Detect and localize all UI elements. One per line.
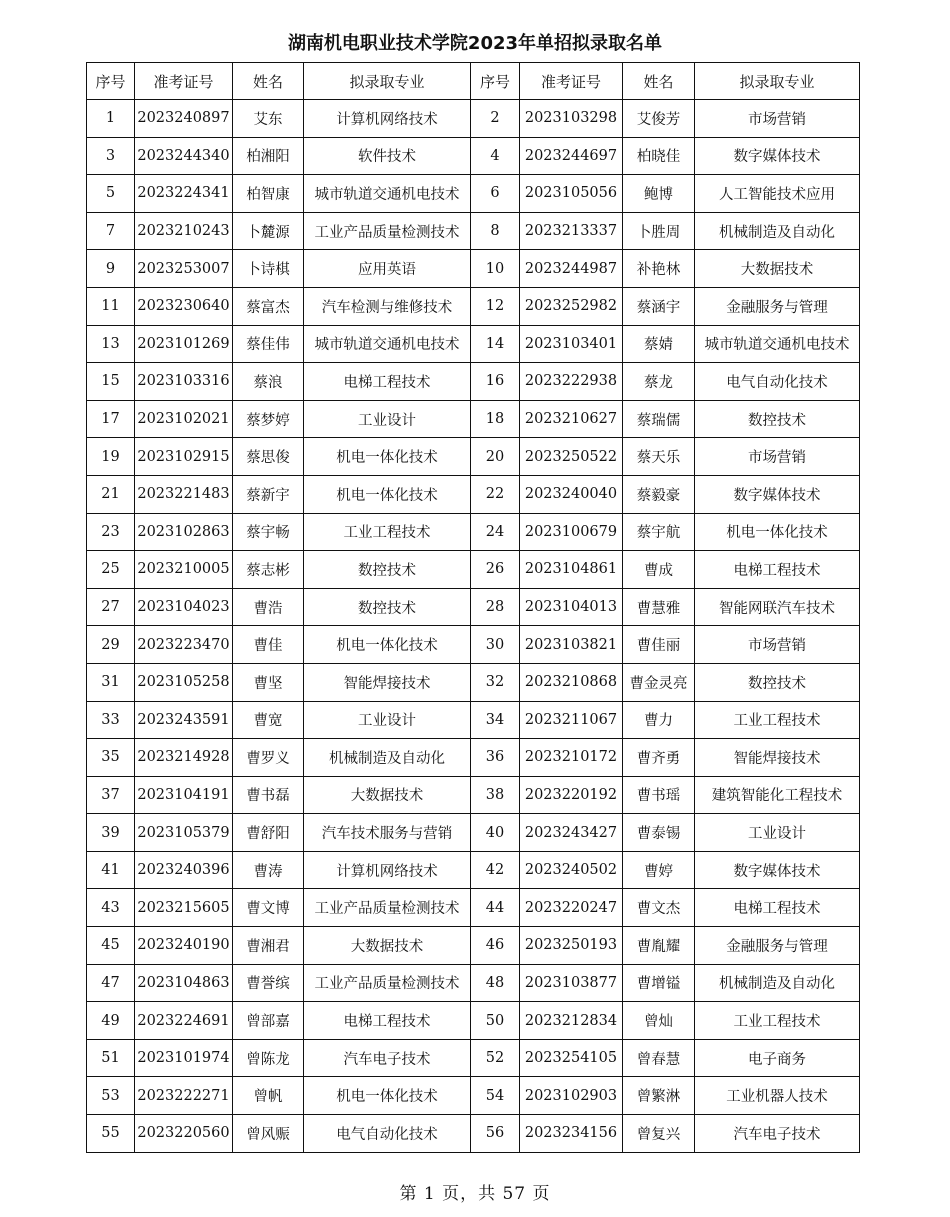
seq-cell: 55 xyxy=(87,1115,135,1153)
seq-cell: 44 xyxy=(471,889,520,927)
name-cell: 柏智康 xyxy=(233,175,304,213)
seq-cell: 21 xyxy=(87,475,135,513)
name-cell: 曾复兴 xyxy=(623,1115,695,1153)
name-cell: 蔡富杰 xyxy=(233,287,304,325)
seq-cell: 12 xyxy=(471,287,520,325)
ticket-cell: 2023244987 xyxy=(520,250,623,288)
major-cell: 智能网联汽车技术 xyxy=(695,588,860,626)
major-cell: 金融服务与管理 xyxy=(695,927,860,965)
seq-cell: 54 xyxy=(471,1077,520,1115)
table-row xyxy=(87,663,860,701)
major-cell: 计算机网络技术 xyxy=(304,851,471,889)
table-row xyxy=(87,438,860,476)
name-cell: 曾春慧 xyxy=(623,1039,695,1077)
seq-cell: 37 xyxy=(87,776,135,814)
table-row xyxy=(87,1077,860,1115)
name-cell: 曹佳丽 xyxy=(623,626,695,664)
name-cell: 曾陈龙 xyxy=(233,1039,304,1077)
column-major-header: 拟录取专业 xyxy=(695,63,860,100)
seq-cell: 38 xyxy=(471,776,520,814)
ticket-cell: 2023215605 xyxy=(135,889,233,927)
table-row xyxy=(87,927,860,965)
seq-cell: 45 xyxy=(87,927,135,965)
major-cell: 建筑智能化工程技术 xyxy=(695,776,860,814)
name-cell: 曹婷 xyxy=(623,851,695,889)
ticket-cell: 2023104023 xyxy=(135,588,233,626)
major-cell: 机电一体化技术 xyxy=(695,513,860,551)
major-cell: 数字媒体技术 xyxy=(695,137,860,175)
table-row xyxy=(87,513,860,551)
table-row xyxy=(87,626,860,664)
column-ticket-header: 准考证号 xyxy=(135,63,233,100)
ticket-cell: 2023210627 xyxy=(520,400,623,438)
column-name-header: 姓名 xyxy=(623,63,695,100)
ticket-cell: 2023254105 xyxy=(520,1039,623,1077)
ticket-cell: 2023244340 xyxy=(135,137,233,175)
seq-cell: 56 xyxy=(471,1115,520,1153)
major-cell: 工业工程技术 xyxy=(695,701,860,739)
name-cell: 曹罗义 xyxy=(233,739,304,777)
name-cell: 蔡思俊 xyxy=(233,438,304,476)
name-cell: 蔡志彬 xyxy=(233,551,304,589)
major-cell: 电气自动化技术 xyxy=(304,1115,471,1153)
name-cell: 曹成 xyxy=(623,551,695,589)
ticket-cell: 2023224691 xyxy=(135,1002,233,1040)
major-cell: 汽车检测与维修技术 xyxy=(304,287,471,325)
ticket-cell: 2023104863 xyxy=(135,964,233,1002)
seq-cell: 19 xyxy=(87,438,135,476)
major-cell: 汽车电子技术 xyxy=(304,1039,471,1077)
name-cell: 曹文博 xyxy=(233,889,304,927)
seq-cell: 6 xyxy=(471,175,520,213)
ticket-cell: 2023103821 xyxy=(520,626,623,664)
table-row xyxy=(87,287,860,325)
major-cell: 电气自动化技术 xyxy=(695,363,860,401)
seq-cell: 53 xyxy=(87,1077,135,1115)
major-cell: 电梯工程技术 xyxy=(695,551,860,589)
seq-cell: 3 xyxy=(87,137,135,175)
seq-cell: 35 xyxy=(87,739,135,777)
seq-cell: 22 xyxy=(471,475,520,513)
ticket-cell: 2023220560 xyxy=(135,1115,233,1153)
ticket-cell: 2023243591 xyxy=(135,701,233,739)
name-cell: 柏晓佳 xyxy=(623,137,695,175)
major-cell: 城市轨道交通机电技术 xyxy=(304,325,471,363)
seq-cell: 47 xyxy=(87,964,135,1002)
seq-cell: 10 xyxy=(471,250,520,288)
seq-cell: 39 xyxy=(87,814,135,852)
name-cell: 曹慧雅 xyxy=(623,588,695,626)
name-cell: 艾东 xyxy=(233,100,304,138)
ticket-cell: 2023210868 xyxy=(520,663,623,701)
major-cell: 城市轨道交通机电技术 xyxy=(304,175,471,213)
seq-cell: 13 xyxy=(87,325,135,363)
major-cell: 数控技术 xyxy=(695,663,860,701)
name-cell: 曹齐勇 xyxy=(623,739,695,777)
major-cell: 机械制造及自动化 xyxy=(695,964,860,1002)
major-cell: 数控技术 xyxy=(304,551,471,589)
ticket-cell: 2023252982 xyxy=(520,287,623,325)
table-row xyxy=(87,776,860,814)
major-cell: 机电一体化技术 xyxy=(304,438,471,476)
table-header-row xyxy=(87,63,860,100)
seq-cell: 14 xyxy=(471,325,520,363)
seq-cell: 46 xyxy=(471,927,520,965)
ticket-cell: 2023250522 xyxy=(520,438,623,476)
name-cell: 鲍博 xyxy=(623,175,695,213)
name-cell: 蔡浪 xyxy=(233,363,304,401)
ticket-cell: 2023105056 xyxy=(520,175,623,213)
major-cell: 工业产品质量检测技术 xyxy=(304,212,471,250)
table-row xyxy=(87,701,860,739)
seq-cell: 32 xyxy=(471,663,520,701)
column-seq-header: 序号 xyxy=(471,63,520,100)
major-cell: 数控技术 xyxy=(304,588,471,626)
table-row xyxy=(87,1039,860,1077)
name-cell: 蔡涵宇 xyxy=(623,287,695,325)
seq-cell: 41 xyxy=(87,851,135,889)
seq-cell: 8 xyxy=(471,212,520,250)
seq-cell: 40 xyxy=(471,814,520,852)
name-cell: 曹涛 xyxy=(233,851,304,889)
table-row xyxy=(87,175,860,213)
seq-cell: 16 xyxy=(471,363,520,401)
ticket-cell: 2023103877 xyxy=(520,964,623,1002)
page-footer: 第 1 页，共 57 页 xyxy=(399,1184,551,1204)
name-cell: 曹泰锡 xyxy=(623,814,695,852)
name-cell: 蔡瑞儒 xyxy=(623,400,695,438)
ticket-cell: 2023221483 xyxy=(135,475,233,513)
ticket-cell: 2023105379 xyxy=(135,814,233,852)
major-cell: 工业设计 xyxy=(304,400,471,438)
name-cell: 曾繁淋 xyxy=(623,1077,695,1115)
name-cell: 柏湘阳 xyxy=(233,137,304,175)
name-cell: 蔡天乐 xyxy=(623,438,695,476)
name-cell: 曹书瑶 xyxy=(623,776,695,814)
ticket-cell: 2023224341 xyxy=(135,175,233,213)
name-cell: 曹坚 xyxy=(233,663,304,701)
major-cell: 软件技术 xyxy=(304,137,471,175)
seq-cell: 51 xyxy=(87,1039,135,1077)
major-cell: 数字媒体技术 xyxy=(695,851,860,889)
ticket-cell: 2023102915 xyxy=(135,438,233,476)
ticket-cell: 2023240040 xyxy=(520,475,623,513)
name-cell: 蔡毅豪 xyxy=(623,475,695,513)
ticket-cell: 2023100679 xyxy=(520,513,623,551)
ticket-cell: 2023240396 xyxy=(135,851,233,889)
seq-cell: 49 xyxy=(87,1002,135,1040)
name-cell: 曹誉缤 xyxy=(233,964,304,1002)
table-row xyxy=(87,100,860,138)
ticket-cell: 2023223470 xyxy=(135,626,233,664)
ticket-cell: 2023222271 xyxy=(135,1077,233,1115)
name-cell: 曹佳 xyxy=(233,626,304,664)
seq-cell: 23 xyxy=(87,513,135,551)
major-cell: 电子商务 xyxy=(695,1039,860,1077)
seq-cell: 30 xyxy=(471,626,520,664)
major-cell: 工业工程技术 xyxy=(695,1002,860,1040)
table-row xyxy=(87,400,860,438)
name-cell: 曹书磊 xyxy=(233,776,304,814)
seq-cell: 34 xyxy=(471,701,520,739)
seq-cell: 48 xyxy=(471,964,520,1002)
name-cell: 补艳林 xyxy=(623,250,695,288)
major-cell: 数字媒体技术 xyxy=(695,475,860,513)
major-cell: 计算机网络技术 xyxy=(304,100,471,138)
name-cell: 曹浩 xyxy=(233,588,304,626)
seq-cell: 43 xyxy=(87,889,135,927)
ticket-cell: 2023220247 xyxy=(520,889,623,927)
major-cell: 电梯工程技术 xyxy=(304,363,471,401)
major-cell: 汽车电子技术 xyxy=(695,1115,860,1153)
major-cell: 工业产品质量检测技术 xyxy=(304,964,471,1002)
seq-cell: 26 xyxy=(471,551,520,589)
seq-cell: 33 xyxy=(87,701,135,739)
name-cell: 艾俊芳 xyxy=(623,100,695,138)
ticket-cell: 2023240502 xyxy=(520,851,623,889)
major-cell: 工业产品质量检测技术 xyxy=(304,889,471,927)
major-cell: 市场营销 xyxy=(695,438,860,476)
name-cell: 卜诗棋 xyxy=(233,250,304,288)
name-cell: 曾风赈 xyxy=(233,1115,304,1153)
name-cell: 卜麓源 xyxy=(233,212,304,250)
ticket-cell: 2023104861 xyxy=(520,551,623,589)
ticket-cell: 2023210172 xyxy=(520,739,623,777)
name-cell: 蔡宇航 xyxy=(623,513,695,551)
major-cell: 电梯工程技术 xyxy=(695,889,860,927)
ticket-cell: 2023253007 xyxy=(135,250,233,288)
ticket-cell: 2023104191 xyxy=(135,776,233,814)
ticket-cell: 2023105258 xyxy=(135,663,233,701)
ticket-cell: 2023212834 xyxy=(520,1002,623,1040)
name-cell: 曹湘君 xyxy=(233,927,304,965)
name-cell: 卜胜周 xyxy=(623,212,695,250)
column-ticket-header: 准考证号 xyxy=(520,63,623,100)
seq-cell: 29 xyxy=(87,626,135,664)
ticket-cell: 2023101974 xyxy=(135,1039,233,1077)
table-row xyxy=(87,851,860,889)
ticket-cell: 2023243427 xyxy=(520,814,623,852)
ticket-cell: 2023210243 xyxy=(135,212,233,250)
major-cell: 智能焊接技术 xyxy=(695,739,860,777)
name-cell: 曹文杰 xyxy=(623,889,695,927)
seq-cell: 7 xyxy=(87,212,135,250)
name-cell: 曹舒阳 xyxy=(233,814,304,852)
table-row xyxy=(87,739,860,777)
table-row xyxy=(87,212,860,250)
seq-cell: 28 xyxy=(471,588,520,626)
major-cell: 工业设计 xyxy=(304,701,471,739)
seq-cell: 15 xyxy=(87,363,135,401)
seq-cell: 31 xyxy=(87,663,135,701)
ticket-cell: 2023213337 xyxy=(520,212,623,250)
table-row xyxy=(87,1115,860,1153)
major-cell: 应用英语 xyxy=(304,250,471,288)
ticket-cell: 2023240190 xyxy=(135,927,233,965)
name-cell: 曹增镒 xyxy=(623,964,695,1002)
name-cell: 曾灿 xyxy=(623,1002,695,1040)
major-cell: 大数据技术 xyxy=(695,250,860,288)
major-cell: 智能焊接技术 xyxy=(304,663,471,701)
ticket-cell: 2023210005 xyxy=(135,551,233,589)
major-cell: 金融服务与管理 xyxy=(695,287,860,325)
name-cell: 蔡新宇 xyxy=(233,475,304,513)
ticket-cell: 2023102903 xyxy=(520,1077,623,1115)
ticket-cell: 2023102863 xyxy=(135,513,233,551)
page-title: 湖南机电职业技术学院2023年单招拟录取名单 xyxy=(287,33,663,54)
ticket-cell: 2023103298 xyxy=(520,100,623,138)
seq-cell: 20 xyxy=(471,438,520,476)
table-row xyxy=(87,475,860,513)
major-cell: 汽车技术服务与营销 xyxy=(304,814,471,852)
seq-cell: 36 xyxy=(471,739,520,777)
seq-cell: 18 xyxy=(471,400,520,438)
column-major-header: 拟录取专业 xyxy=(304,63,471,100)
ticket-cell: 2023240897 xyxy=(135,100,233,138)
table-row xyxy=(87,588,860,626)
ticket-cell: 2023211067 xyxy=(520,701,623,739)
major-cell: 城市轨道交通机电技术 xyxy=(695,325,860,363)
ticket-cell: 2023220192 xyxy=(520,776,623,814)
table-row xyxy=(87,889,860,927)
seq-cell: 52 xyxy=(471,1039,520,1077)
major-cell: 数控技术 xyxy=(695,400,860,438)
major-cell: 机电一体化技术 xyxy=(304,475,471,513)
table-row xyxy=(87,363,860,401)
name-cell: 曹金灵亮 xyxy=(623,663,695,701)
seq-cell: 25 xyxy=(87,551,135,589)
table-row xyxy=(87,137,860,175)
ticket-cell: 2023104013 xyxy=(520,588,623,626)
seq-cell: 11 xyxy=(87,287,135,325)
name-cell: 曾帆 xyxy=(233,1077,304,1115)
name-cell: 曾部嘉 xyxy=(233,1002,304,1040)
major-cell: 机械制造及自动化 xyxy=(304,739,471,777)
ticket-cell: 2023250193 xyxy=(520,927,623,965)
table-row xyxy=(87,964,860,1002)
major-cell: 机械制造及自动化 xyxy=(695,212,860,250)
seq-cell: 5 xyxy=(87,175,135,213)
major-cell: 机电一体化技术 xyxy=(304,1077,471,1115)
seq-cell: 17 xyxy=(87,400,135,438)
major-cell: 工业设计 xyxy=(695,814,860,852)
major-cell: 市场营销 xyxy=(695,626,860,664)
seq-cell: 4 xyxy=(471,137,520,175)
name-cell: 蔡佳伟 xyxy=(233,325,304,363)
ticket-cell: 2023230640 xyxy=(135,287,233,325)
major-cell: 工业工程技术 xyxy=(304,513,471,551)
major-cell: 机电一体化技术 xyxy=(304,626,471,664)
table-row xyxy=(87,250,860,288)
name-cell: 蔡梦婷 xyxy=(233,400,304,438)
name-cell: 蔡婧 xyxy=(623,325,695,363)
ticket-cell: 2023214928 xyxy=(135,739,233,777)
name-cell: 曹力 xyxy=(623,701,695,739)
seq-cell: 42 xyxy=(471,851,520,889)
seq-cell: 9 xyxy=(87,250,135,288)
seq-cell: 1 xyxy=(87,100,135,138)
name-cell: 蔡龙 xyxy=(623,363,695,401)
major-cell: 电梯工程技术 xyxy=(304,1002,471,1040)
name-cell: 曹宽 xyxy=(233,701,304,739)
column-name-header: 姓名 xyxy=(233,63,304,100)
name-cell: 曹胤耀 xyxy=(623,927,695,965)
table-row xyxy=(87,551,860,589)
table-row xyxy=(87,814,860,852)
seq-cell: 50 xyxy=(471,1002,520,1040)
ticket-cell: 2023244697 xyxy=(520,137,623,175)
seq-cell: 24 xyxy=(471,513,520,551)
seq-cell: 2 xyxy=(471,100,520,138)
admission-table xyxy=(86,62,860,1153)
major-cell: 市场营销 xyxy=(695,100,860,138)
seq-cell: 27 xyxy=(87,588,135,626)
ticket-cell: 2023101269 xyxy=(135,325,233,363)
ticket-cell: 2023103401 xyxy=(520,325,623,363)
column-seq-header: 序号 xyxy=(87,63,135,100)
major-cell: 大数据技术 xyxy=(304,776,471,814)
table-row xyxy=(87,1002,860,1040)
major-cell: 大数据技术 xyxy=(304,927,471,965)
name-cell: 蔡宇畅 xyxy=(233,513,304,551)
ticket-cell: 2023103316 xyxy=(135,363,233,401)
ticket-cell: 2023102021 xyxy=(135,400,233,438)
ticket-cell: 2023234156 xyxy=(520,1115,623,1153)
major-cell: 工业机器人技术 xyxy=(695,1077,860,1115)
table-row xyxy=(87,325,860,363)
major-cell: 人工智能技术应用 xyxy=(695,175,860,213)
ticket-cell: 2023222938 xyxy=(520,363,623,401)
